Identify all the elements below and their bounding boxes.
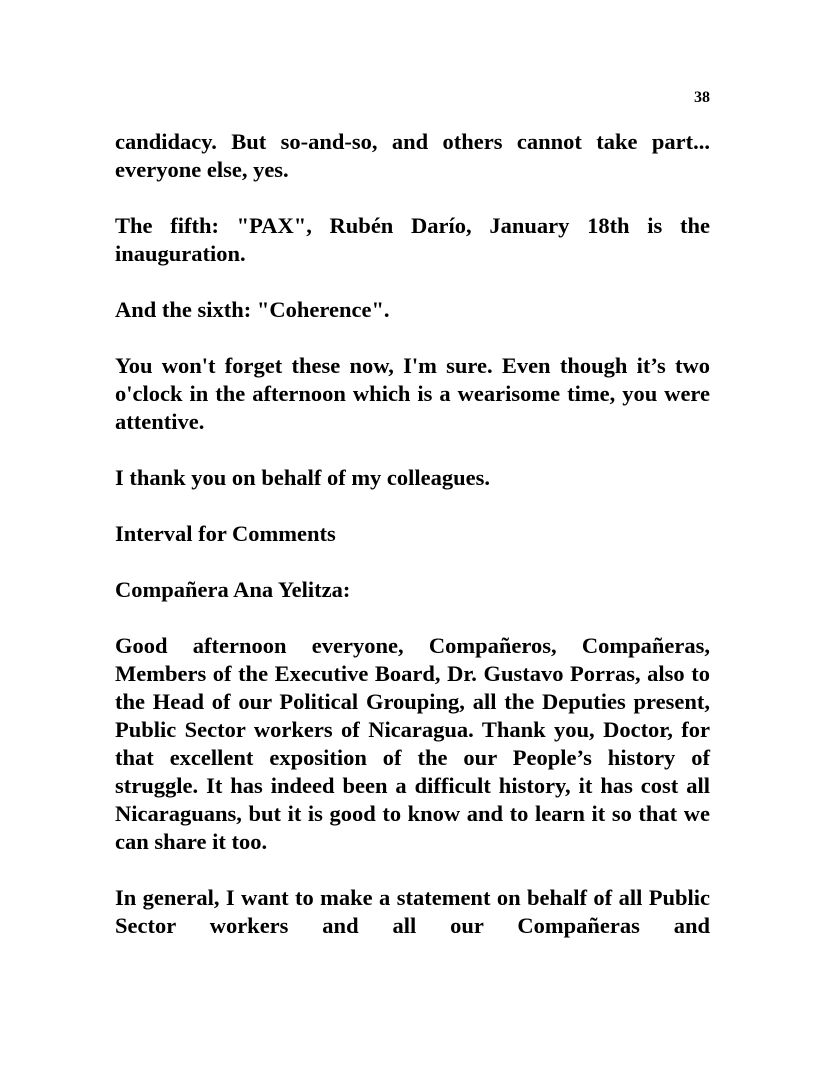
paragraph-fifth-pax: The fifth: "PAX", Rubén Darío, January 18th is the inauguration. <box>115 213 710 266</box>
paragraph-good-afternoon: Good afternoon everyone, Compañeros, Compañeras, Members of the Executive Board, Dr. Gustavo Porras, also to the Head of our Political Grouping, all the Deputies present, Public Sector workers of Nicaragua. Thank you, Doctor, for that excellent exposition of the our People’s history of struggle. It has indeed been a difficult history, it has cost all Nicaraguans, but it is good to know and to learn it so that we can share it too. <box>115 633 710 854</box>
paragraph-candidacy: candidacy. But so-and-so, and others cannot take part... everyone else, yes. <box>115 129 710 182</box>
speaker-label: Compañera Ana Yelitza: <box>115 577 351 602</box>
paragraph-sixth-coherence: And the sixth: "Coherence". <box>115 297 390 322</box>
page-body <box>115 128 710 968</box>
paragraph-thank-you: I thank you on behalf of my colleagues. <box>115 465 491 490</box>
paragraph-wont-forget: You won't forget these now, I'm sure. Even though it’s two o'clock in the afternoon which is a wearisome time, you were attentive. <box>115 353 710 434</box>
section-heading-interval-for-comments: Interval for Comments <box>115 521 336 546</box>
page-number: 38 <box>694 89 710 106</box>
paragraph-statement: In general, I want to make a statement on behalf of all Public Sector workers and all our Compañeras and <box>115 885 710 938</box>
